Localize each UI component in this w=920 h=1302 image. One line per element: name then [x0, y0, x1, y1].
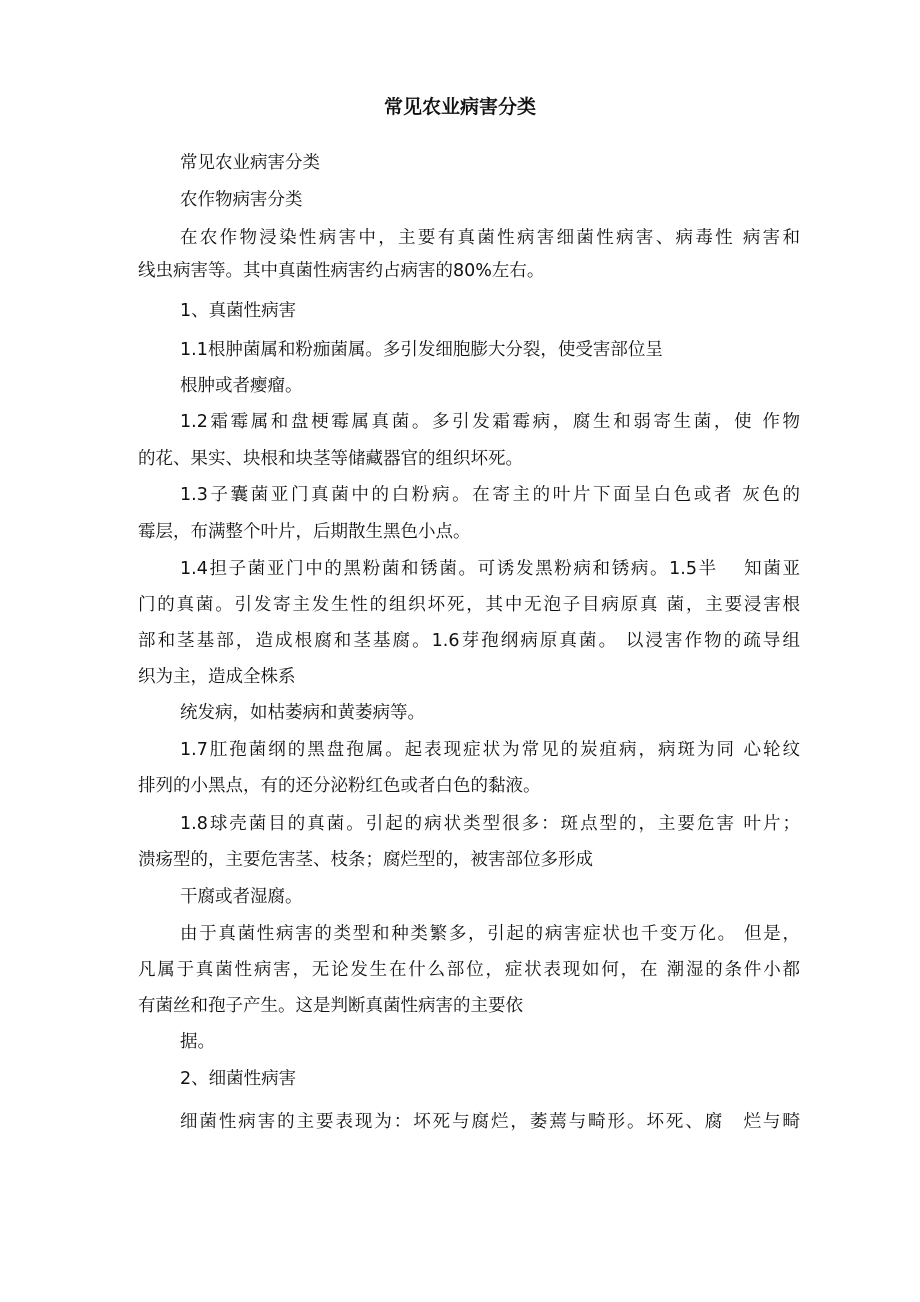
paragraph-line: 排列的小黑点，有的还分泌粉红色或者白色的黏液。: [138, 776, 541, 796]
paragraph-line: 1.7肛孢菌纲的黑盘孢属。起表现症状为常见的炭疽病，病斑为同 心轮纹: [180, 740, 800, 760]
paragraph-line: 1.4担子菌亚门中的黑粉菌和锈菌。可诱发黑粉病和锈病。1.5半 知菌亚: [180, 559, 800, 579]
paragraph-line: 根肿或者瘿瘤。: [180, 376, 303, 396]
heading-line: 农作物病害分类: [180, 190, 303, 210]
paragraph-line: 据。: [180, 1032, 215, 1052]
paragraph-line: 线虫病害等。其中真菌性病害约占病害的80%左右。: [138, 261, 545, 281]
paragraph-line: 1.2霜霉属和盘梗霉属真菌。多引发霜霉病，腐生和弱寄生菌，使 作物: [180, 412, 800, 432]
paragraph-line: 统发病，如枯萎病和黄萎病等。: [180, 703, 425, 723]
paragraph-line: 凡属于真菌性病害，无论发生在什么部位，症状表现如何，在 潮湿的条件小都: [138, 960, 800, 980]
paragraph-line: 1.3子囊菌亚门真菌中的白粉病。在寄主的叶片下面呈白色或者 灰色的: [180, 485, 800, 505]
paragraph-line: 细菌性病害的主要表现为：坏死与腐烂，萎蔫与畸形。坏死、腐 烂与畸: [180, 1112, 800, 1132]
heading-line: 常见农业病害分类: [180, 153, 320, 173]
paragraph-line: 由于真菌性病害的类型和种类繁多，引起的病害症状也千变万化。 但是，: [180, 924, 800, 944]
paragraph-line: 织为主，造成全株系: [138, 667, 296, 687]
paragraph-line: 干腐或者湿腐。: [180, 887, 303, 907]
paragraph-line: 1、真菌性病害: [180, 301, 297, 321]
paragraph-line: 有菌丝和孢子产生。这是判断真菌性病害的主要依: [138, 996, 523, 1016]
page-title: 常见农业病害分类: [383, 96, 536, 118]
paragraph-line: 在农作物浸染性病害中，主要有真菌性病害细菌性病害、病毒性 病害和: [180, 228, 800, 248]
paragraph-line: 门的真菌。引发寄主发生性的组织坏死，其中无泡子目病原真 菌，主要浸害根: [138, 595, 800, 615]
paragraph-line: 1.1根肿菌属和粉痂菌属。多引发细胞膨大分裂，使受害部位呈: [180, 340, 663, 360]
paragraph-line: 的花、果实、块根和块茎等储藏器官的组织坏死。: [138, 449, 523, 469]
paragraph-line: 霉层，布满整个叶片，后期散生黑色小点。: [138, 522, 471, 542]
paragraph-line: 1.8球壳菌目的真菌。引起的病状类型很多：斑点型的，主要危害 叶片；: [180, 814, 800, 834]
paragraph-line: 2、细菌性病害: [180, 1069, 297, 1089]
paragraph-line: 溃疡型的，主要危害茎、枝条；腐烂型的，被害部位多形成: [138, 850, 593, 870]
paragraph-line: 部和茎基部，造成根腐和茎基腐。1.6芽孢纲病原真菌。 以浸害作物的疏导组: [138, 631, 800, 651]
